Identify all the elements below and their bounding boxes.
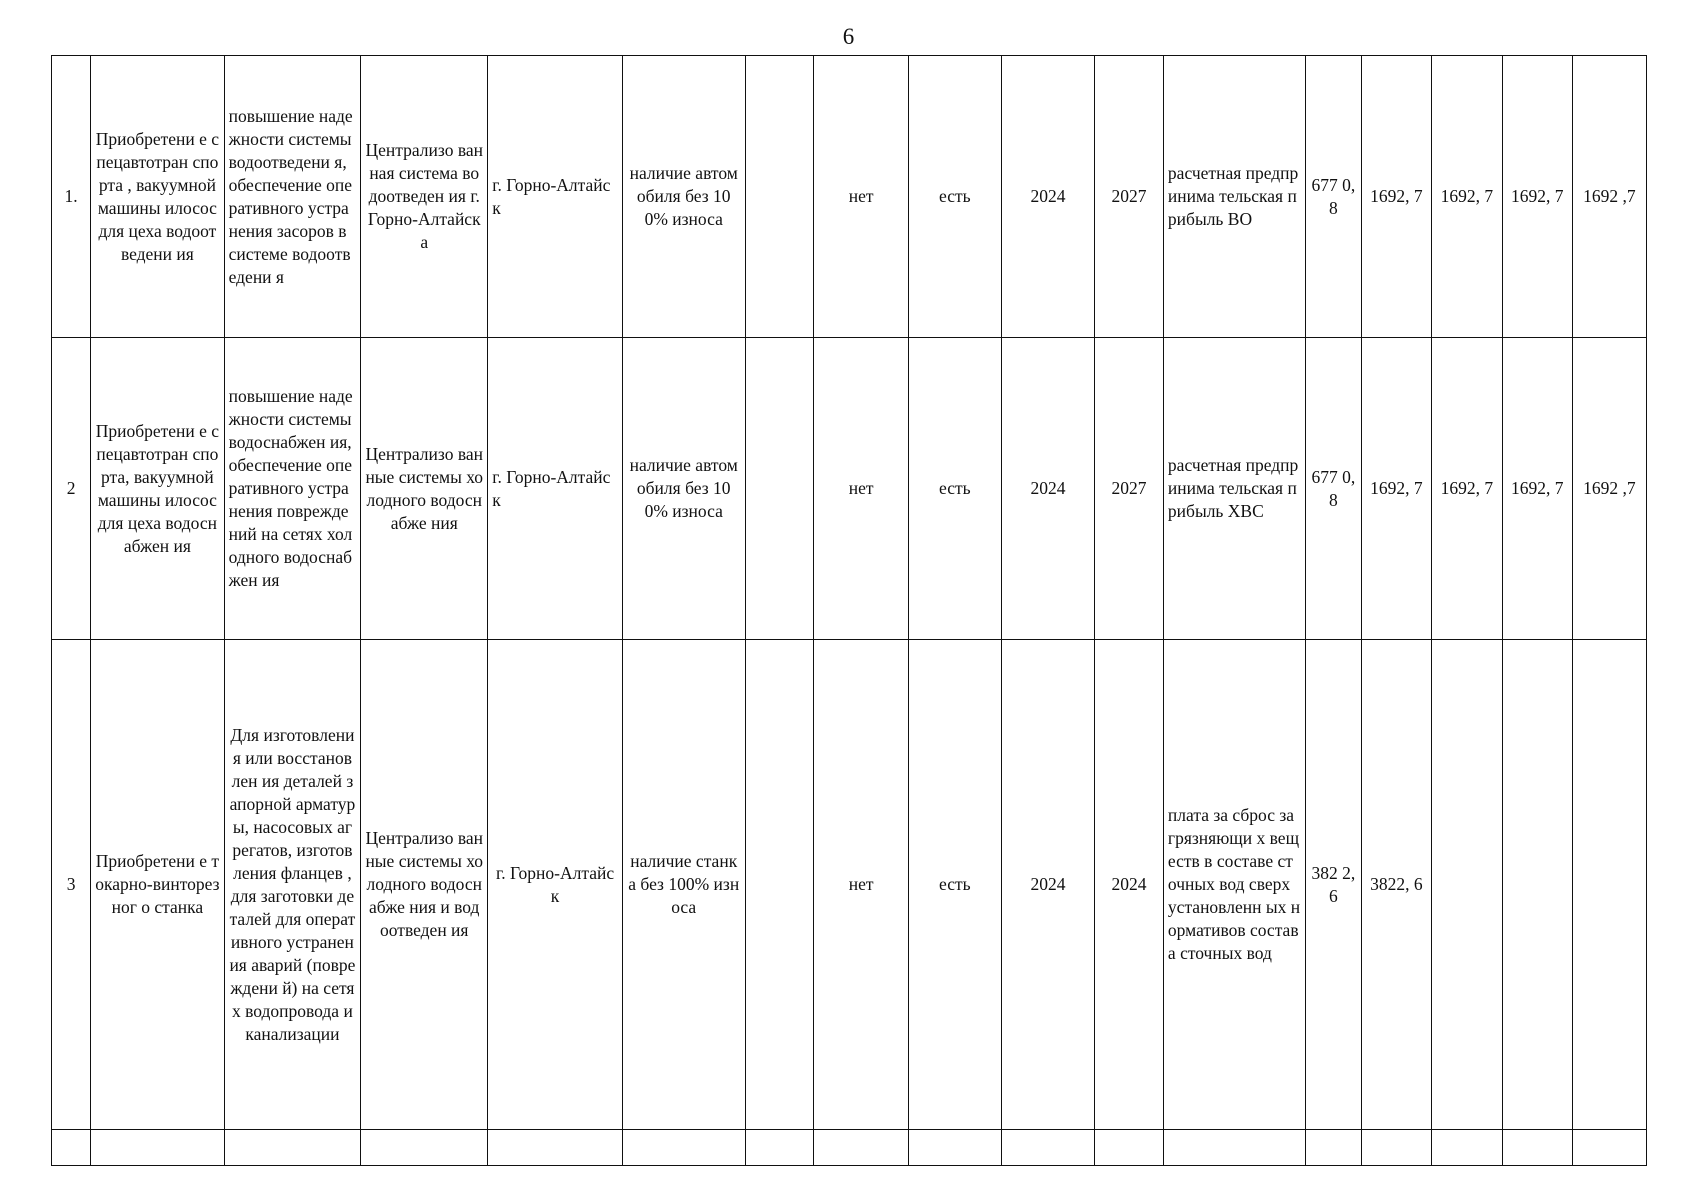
empty-cell — [745, 56, 814, 338]
funding-source: расчетная предпринима тельская прибыль ВО — [1163, 56, 1305, 338]
empty-cell — [745, 640, 814, 1130]
empty-cell — [1095, 1130, 1164, 1166]
funding-source: расчетная предпринима тельская прибыль ХВС — [1163, 338, 1305, 640]
table-row — [52, 640, 1647, 1130]
value-after: есть — [908, 56, 1001, 338]
investment-table — [51, 55, 1647, 1166]
empty-cell — [1572, 1130, 1646, 1166]
table-row — [52, 56, 1647, 338]
value-before: нет — [814, 56, 908, 338]
total-cost: 677 0,8 — [1305, 338, 1361, 640]
location: г. Горно-Алтайск — [488, 56, 623, 338]
year-3-cost: 1692, 7 — [1502, 338, 1572, 640]
condition: наличие станка без 100% износа — [622, 640, 745, 1130]
value-after: есть — [908, 338, 1001, 640]
end-year: 2027 — [1095, 338, 1164, 640]
year-3-cost — [1502, 640, 1572, 1130]
row-number: 2 — [52, 338, 91, 640]
year-1-cost: 1692, 7 — [1361, 338, 1431, 640]
measure-purpose: повышение надежности системы водоснабжен ия, обеспечение оперативного устранения повреждений на сетях холодного водоснабжен ия — [224, 338, 361, 640]
location: г. Горно-Алтайск — [488, 338, 623, 640]
year-3-cost: 1692, 7 — [1502, 56, 1572, 338]
empty-cell — [488, 1130, 623, 1166]
system-name: Централизо ванные системы холодного водоснабже ния и водоотведен ия — [361, 640, 488, 1130]
empty-cell — [361, 1130, 488, 1166]
year-1-cost: 3822, 6 — [1361, 640, 1431, 1130]
empty-cell — [224, 1130, 361, 1166]
empty-cell — [1502, 1130, 1572, 1166]
end-year: 2024 — [1095, 640, 1164, 1130]
empty-cell — [622, 1130, 745, 1166]
total-cost: 677 0,8 — [1305, 56, 1361, 338]
condition: наличие автомобиля без 100% износа — [622, 56, 745, 338]
row-number: 3 — [52, 640, 91, 1130]
measure-name: Приобретени е спецавтотран спорта, вакуумной машины илосос для цеха водоснабжен ия — [91, 338, 224, 640]
empty-cell — [1431, 1130, 1502, 1166]
empty-cell — [814, 1130, 908, 1166]
start-year: 2024 — [1001, 640, 1094, 1130]
empty-cell — [908, 1130, 1001, 1166]
empty-cell — [745, 338, 814, 640]
end-year: 2027 — [1095, 56, 1164, 338]
start-year: 2024 — [1001, 338, 1094, 640]
funding-source: плата за сброс загрязняющи х веществ в составе сточных вод сверх установленн ых нормативов состава сточных вод — [1163, 640, 1305, 1130]
measure-purpose: Для изготовления или восстановлен ия деталей запорной арматуры, насосовых агрегатов, изготовления фланцев , для заготовки деталей для оперативного устранения аварий (повреждени й) на сетях водопровода и канализации — [224, 640, 361, 1130]
system-name: Централизо ванная система водоотведен ия г. Горно-Алтайска — [361, 56, 488, 338]
total-cost: 382 2,6 — [1305, 640, 1361, 1130]
page-number: 6 — [842, 24, 855, 49]
value-before: нет — [814, 640, 908, 1130]
condition: наличие автомобиля без 100% износа — [622, 338, 745, 640]
system-name: Централизо ванные системы холодного водоснабже ния — [361, 338, 488, 640]
year-4-cost: 1692 ,7 — [1572, 338, 1646, 640]
value-after: есть — [908, 640, 1001, 1130]
empty-cell — [1305, 1130, 1361, 1166]
empty-cell — [1001, 1130, 1094, 1166]
empty-cell — [1163, 1130, 1305, 1166]
year-2-cost: 1692, 7 — [1431, 56, 1502, 338]
empty-cell — [52, 1130, 91, 1166]
table-row-empty — [52, 1130, 1647, 1166]
measure-name: Приобретени е спецавтотран спорта , вакуумной машины илосос для цеха водоотведени ия — [91, 56, 224, 338]
location: г. Горно-Алтайск — [488, 640, 623, 1130]
value-before: нет — [814, 338, 908, 640]
row-number: 1. — [52, 56, 91, 338]
year-4-cost — [1572, 640, 1646, 1130]
empty-cell — [1361, 1130, 1431, 1166]
year-2-cost — [1431, 640, 1502, 1130]
table-row — [52, 338, 1647, 640]
measure-name: Приобретени е токарно-винторезног о станка — [91, 640, 224, 1130]
year-1-cost: 1692, 7 — [1361, 56, 1431, 338]
empty-cell — [745, 1130, 814, 1166]
empty-cell — [91, 1130, 224, 1166]
measure-purpose: повышение надежности системы водоотведени я, обеспечение оперативного устранения засоров в системе водоотведени я — [224, 56, 361, 338]
year-2-cost: 1692, 7 — [1431, 338, 1502, 640]
start-year: 2024 — [1001, 56, 1094, 338]
year-4-cost: 1692 ,7 — [1572, 56, 1646, 338]
